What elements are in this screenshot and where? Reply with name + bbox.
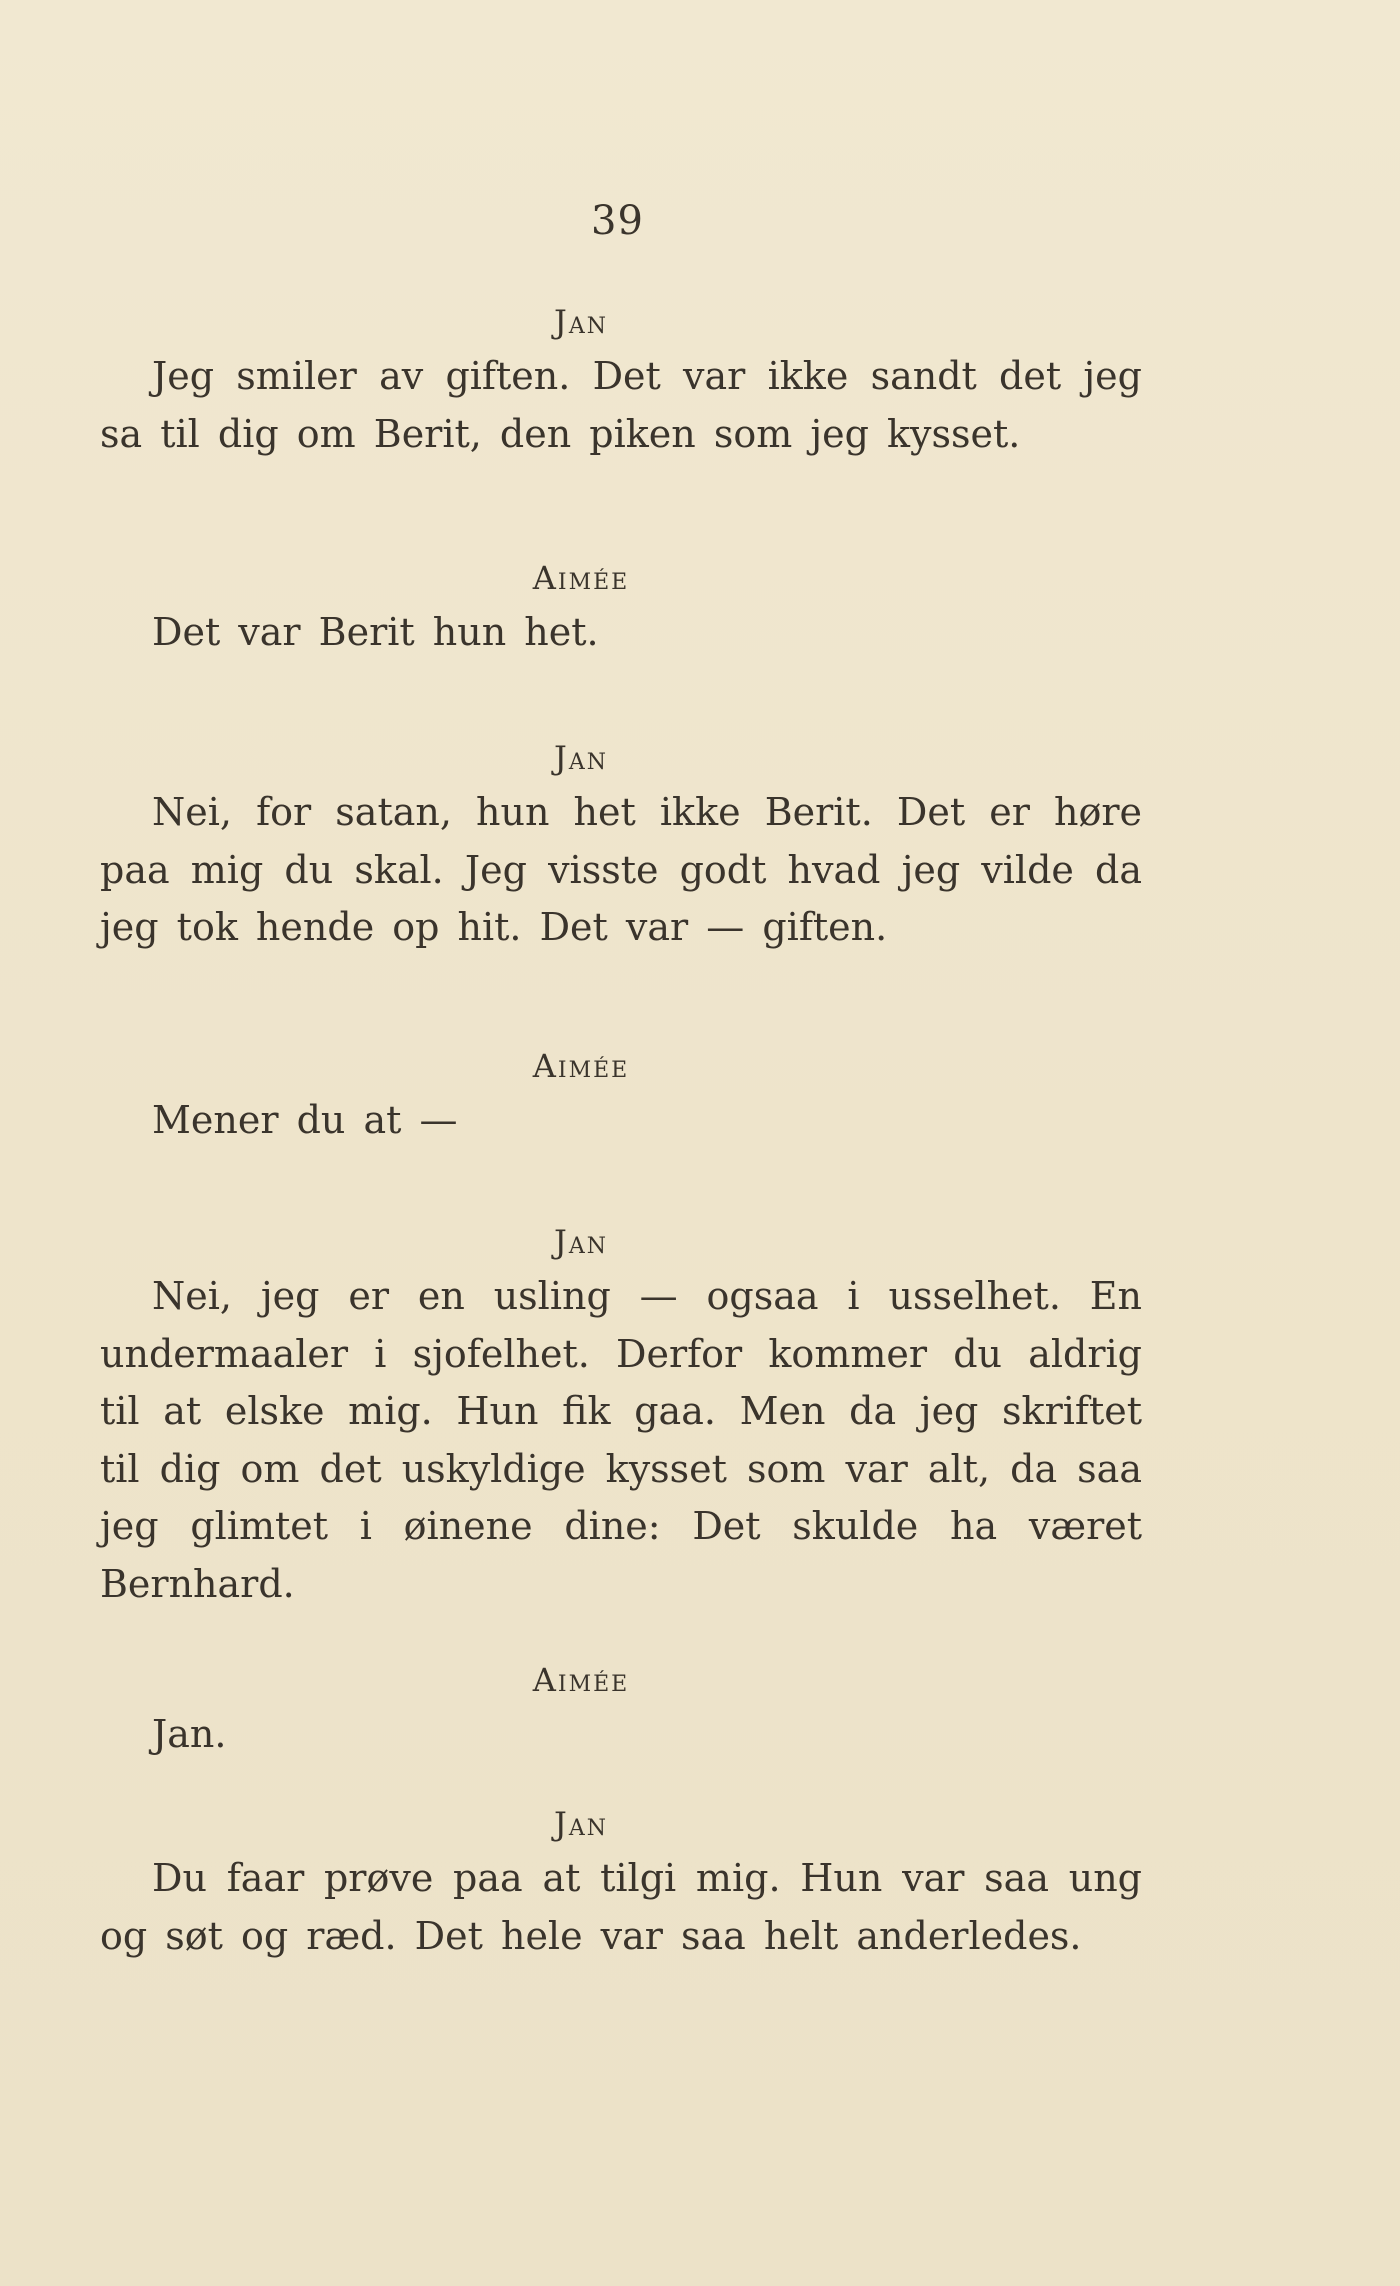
speech-text: Nei, for satan, hun het ikke Berit. Det er høre paa mig du skal. Jeg visste godt hvad jeg vilde da jeg tok hende op hit. Det var — giften. bbox=[100, 790, 1142, 949]
page-number: 39 bbox=[591, 198, 644, 244]
speaker-name: Aimée bbox=[532, 559, 630, 597]
speech-text: Mener du at — bbox=[152, 1098, 458, 1142]
dialogue-block bbox=[100, 1654, 1142, 1764]
dialogue-block bbox=[100, 1040, 1142, 1150]
speaker-name: Aimée bbox=[532, 1047, 630, 1085]
dialogue-block bbox=[100, 732, 1142, 957]
speech-text: Det var Berit hun het. bbox=[152, 610, 599, 654]
speaker-name: Jan bbox=[554, 739, 608, 777]
dialogue-block bbox=[100, 1216, 1142, 1613]
speaker-name: Jan bbox=[554, 1805, 608, 1843]
speaker-name: Jan bbox=[554, 303, 608, 341]
dialogue-block bbox=[100, 1798, 1142, 1965]
speech-text: Du faar prøve paa at tilgi mig. Hun var saa ung og søt og ræd. Det hele var saa helt anderledes. bbox=[100, 1856, 1142, 1958]
speaker-name: Jan bbox=[554, 1223, 608, 1261]
speech-text: Jeg smiler av giften. Det var ikke sandt det jeg sa til dig om Berit, den piken som jeg kysset. bbox=[100, 354, 1142, 456]
dialogue-block bbox=[100, 296, 1142, 463]
dialogue-block bbox=[100, 552, 1142, 662]
speaker-name: Aimée bbox=[532, 1661, 630, 1699]
speech-text: Jan. bbox=[152, 1712, 227, 1756]
speech-text: Nei, jeg er en usling — ogsaa i usselhet. En undermaaler i sjofelhet. Derfor kommer du aldrig til at elske mig. Hun fik gaa. Men da jeg skriftet til dig om det uskyldige kysset som var alt, da saa jeg glimtet i øinene dine: Det skulde ha været Bernhard. bbox=[100, 1274, 1142, 1606]
